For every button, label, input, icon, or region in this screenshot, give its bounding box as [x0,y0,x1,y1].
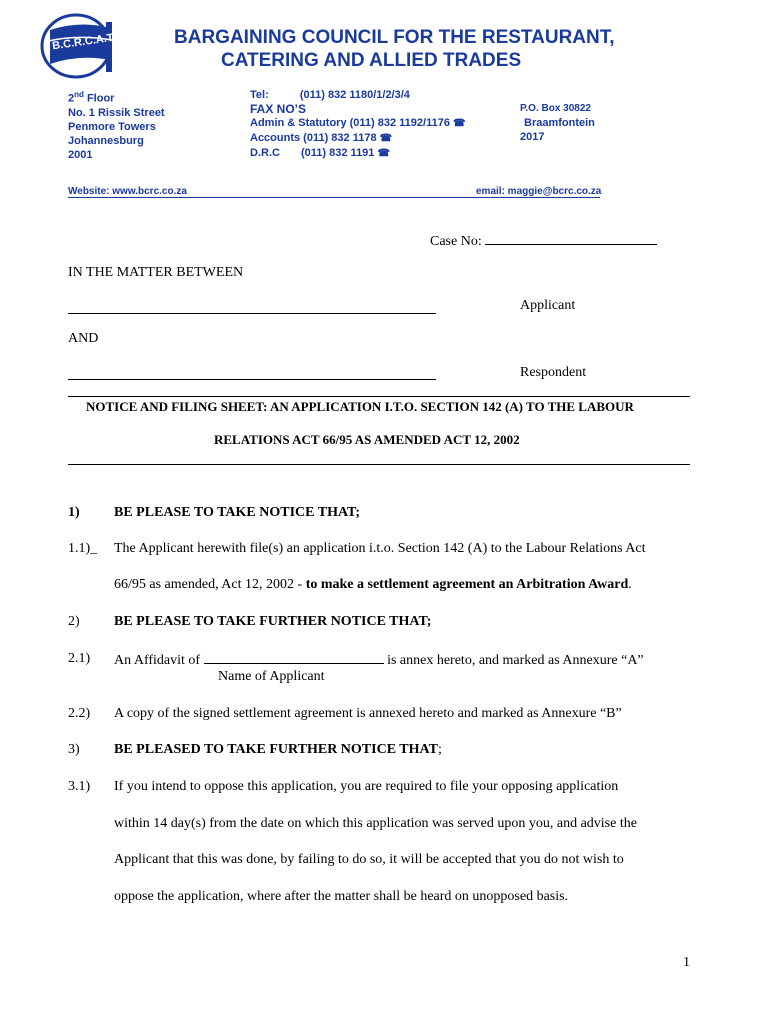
respondent-name-field[interactable] [68,379,436,380]
notice-title-line2: RELATIONS ACT 66/95 AS AMENDED ACT 12, 2002 [214,432,520,447]
section-3-1-line1: If you intend to oppose this application, you are required to file your opposing application [114,779,619,794]
affidavit-name-field[interactable] [204,651,384,664]
tel-label: Tel: [250,89,269,101]
section-1-1-line2: 66/95 as amended, Act 12, 2002 - to make a settlement agreement an Arbitration Award. [114,577,632,592]
section-3-1-line3: Applicant that this was done, by failing to do so, it will be accepted that you do not wish to [114,852,624,867]
section-1-number: 1) [68,505,80,520]
section-1-1-line1: The Applicant herewith file(s) an application i.t.o. Section 142 (A) to the Labour Relations Act [114,541,646,556]
section-3-number: 3) [68,742,80,757]
po-box-suburb: Braamfontein [524,117,595,129]
notice-title-top-rule [68,396,690,397]
tel-value: (011) 832 1180/1/2/3/4 [299,89,410,101]
notice-title-line1: NOTICE AND FILING SHEET: AN APPLICATION I.T.O. SECTION 142 (A) TO THE LABOUR [86,399,634,414]
in-the-matter-heading: IN THE MATTER BETWEEN [68,265,244,280]
fax-drc: D.R.C (011) 832 1191 ☎ [250,147,390,159]
council-title-line2: CATERING AND ALLIED TRADES [221,50,522,71]
address-building: Penmore Towers [68,120,156,133]
fax-admin: Admin & Statutory (011) 832 1192/1176 ☎ [250,117,466,129]
section-3-1-line2: within 14 day(s) from the date on which this application was served upon you, and advise the [114,816,637,831]
address-floor: 2nd Floor [68,90,115,105]
section-2-1-caption: Name of Applicant [218,669,325,684]
council-title-line1: BARGAINING COUNCIL FOR THE RESTAURANT, [174,27,615,48]
section-3-1-number: 3.1) [68,779,91,794]
website-link[interactable]: Website: www.bcrc.co.za [68,186,187,197]
section-2-2-text: A copy of the signed settlement agreement is annexed hereto and marked as Annexure “B” [114,706,622,721]
section-1-heading: BE PLEASE TO TAKE NOTICE THAT; [114,505,360,520]
case-no-row [430,232,657,250]
fax-icon: ☎ [379,133,393,144]
contact-block [250,88,465,161]
header-underline [68,197,600,198]
case-no-label: Case No: [430,234,482,249]
po-box-number: P.O. Box 30822 [520,103,591,114]
tel-row [250,88,465,102]
section-1-1-number: 1.1)_ [68,541,98,556]
section-2-heading: BE PLEASE TO TAKE FURTHER NOTICE THAT; [114,614,432,629]
address-street: No. 1 Rissik Street [68,106,165,119]
and-label: AND [68,331,99,346]
po-box-code: 2017 [520,131,545,143]
section-3-heading: BE PLEASED TO TAKE FURTHER NOTICE THAT; [114,742,442,757]
page-number: 1 [683,955,690,970]
respondent-label: Respondent [520,365,587,380]
applicant-name-field[interactable] [68,313,436,314]
po-box-block [520,102,595,144]
address-city: Johannesburg [68,134,144,147]
bcrcat-logo [40,12,118,80]
fax-accounts: Accounts (011) 832 1178 ☎ [250,132,393,144]
fax-icon: ☎ [377,148,390,159]
section-2-1-number: 2.1) [68,651,91,666]
email-link[interactable]: email: maggie@bcrc.co.za [476,186,602,197]
fax-icon: ☎ [453,118,466,129]
section-2-1-text: An Affidavit of is annex hereto, and marked as Annexure “A” [114,653,644,668]
logo-text: B.C.R.C.A.T. [51,31,117,53]
fax-heading: FAX NO’S [250,102,307,116]
case-no-field[interactable] [485,232,657,245]
section-3-1-line4: oppose the application, where after the matter shall be heard on unopposed basis. [114,889,569,904]
address-postcode: 2001 [68,148,93,161]
section-2-number: 2) [68,614,80,629]
section-2-2-number: 2.2) [68,706,91,721]
applicant-label: Applicant [520,298,576,313]
notice-title-bottom-rule [68,464,690,465]
address-block [68,88,165,162]
